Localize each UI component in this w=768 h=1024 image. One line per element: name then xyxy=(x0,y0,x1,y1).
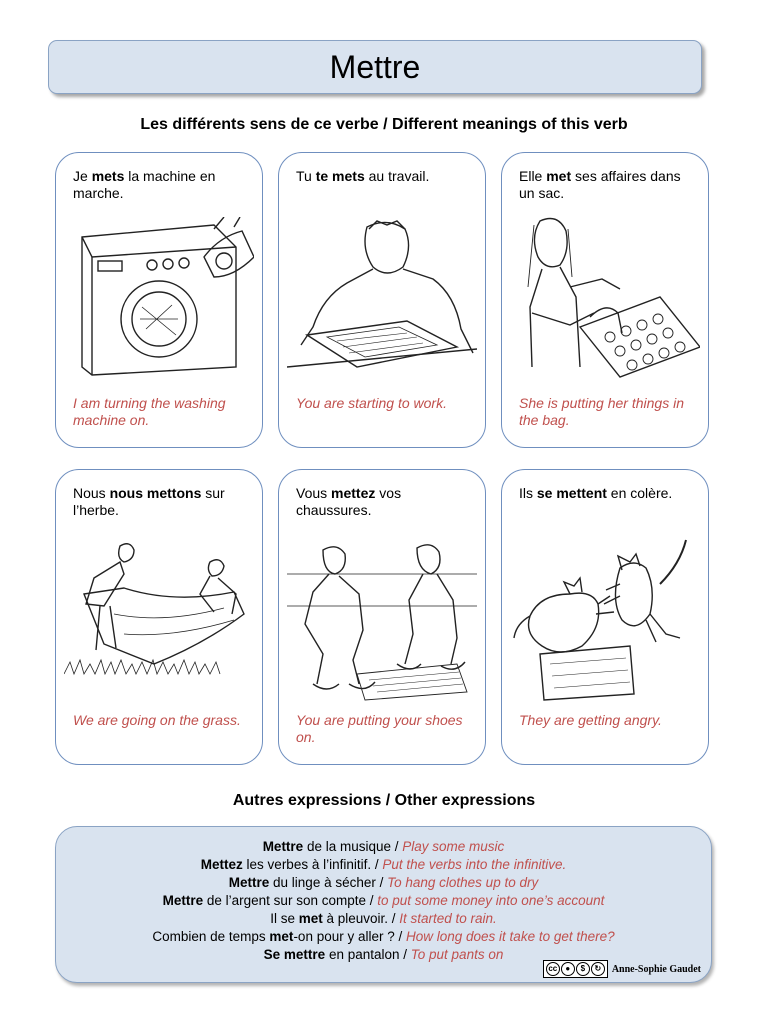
english-translation: We are going on the grass. xyxy=(73,712,241,728)
meanings-heading: Les différents sens de ce verbe / Different meanings of this verb xyxy=(140,116,628,133)
french-sentence: Ils se mettent en colère. xyxy=(519,485,673,501)
english-translation: They are getting angry. xyxy=(519,712,662,728)
expression-line: Mettre du linge à sécher / To hang clothes up to dry xyxy=(228,875,539,890)
title-banner xyxy=(48,40,702,94)
french-sentence: Je mets la machine en marche. xyxy=(73,168,216,201)
expression-line: Il se met à pleuvoir. / It started to rain. xyxy=(270,911,497,926)
meaning-card-3 xyxy=(501,152,709,448)
washing-machine-illustration xyxy=(64,217,254,387)
by-icon: ● xyxy=(561,962,575,976)
french-sentence: Nous nous mettons sur l’herbe. xyxy=(73,485,225,518)
expression-line: Mettre de la musique / Play some music xyxy=(262,839,505,854)
cc-badge-label: cc xyxy=(546,962,560,976)
creative-commons-icon xyxy=(543,960,608,978)
meaning-card-4 xyxy=(55,469,263,765)
expression-line: Se mettre en pantalon / To put pants on xyxy=(263,947,504,962)
english-translation: I am turning the washing machine on. xyxy=(73,395,226,428)
english-translation: She is putting her things in the bag. xyxy=(519,395,684,428)
meaning-card-1 xyxy=(55,152,263,448)
english-translation: You are putting your shoes on. xyxy=(296,712,463,745)
girl-packing-illustration xyxy=(510,217,700,387)
expression-line: Combien de temps met-on pour y aller ? / How long does it take to get there? xyxy=(152,929,615,944)
sa-icon: ↻ xyxy=(591,962,605,976)
boy-studying-illustration xyxy=(287,217,477,387)
picnic-blanket-illustration xyxy=(64,534,254,704)
nc-icon: $ xyxy=(576,962,590,976)
kids-shoes-illustration xyxy=(287,534,477,704)
expressions-box xyxy=(55,826,712,983)
meaning-card-6 xyxy=(501,469,709,765)
english-translation: You are starting to work. xyxy=(296,395,447,411)
french-sentence: Vous mettez vos chaussures. xyxy=(296,485,402,518)
meaning-card-2 xyxy=(278,152,486,448)
author-credit: Anne-Sophie Gaudet xyxy=(611,963,701,975)
meaning-card-5 xyxy=(278,469,486,765)
page-title: Mettre xyxy=(329,48,421,85)
french-sentence: Tu te mets au travail. xyxy=(296,168,430,184)
cats-fighting-illustration xyxy=(510,534,700,704)
license-footer xyxy=(543,960,701,978)
french-sentence: Elle met ses affaires dans un sac. xyxy=(519,168,681,201)
expressions-list xyxy=(56,838,711,964)
expression-line: Mettez les verbes à l’infinitif. / Put the verbs into the infinitive. xyxy=(200,857,567,872)
expression-line: Mettre de l’argent sur son compte / to put some money into one’s account xyxy=(162,893,605,908)
expressions-heading: Autres expressions / Other expressions xyxy=(232,792,536,809)
